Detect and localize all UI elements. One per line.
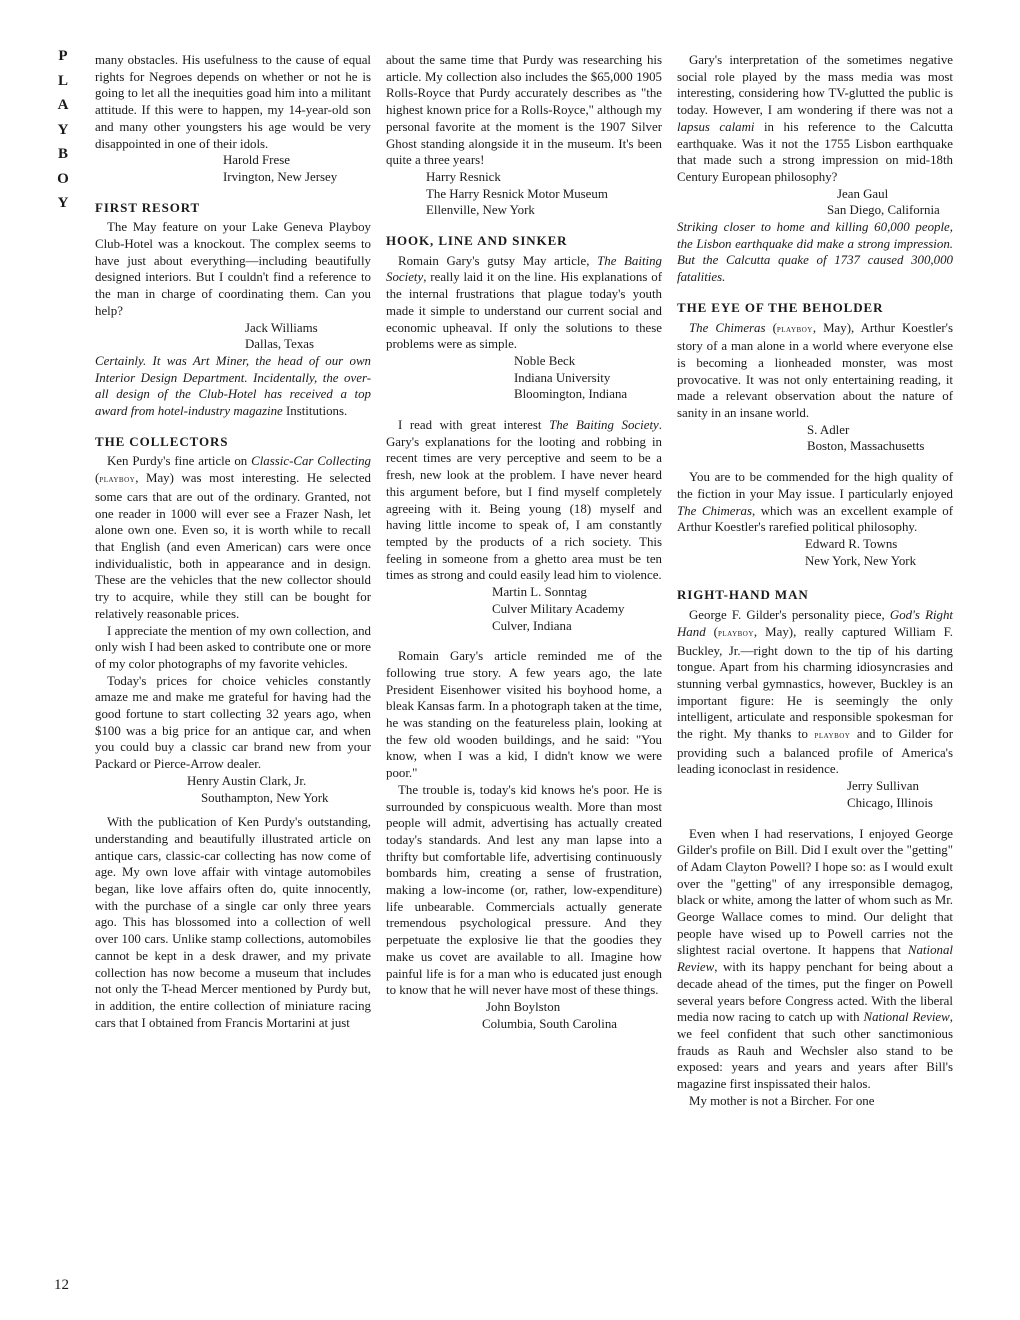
- section-heading: THE EYE OF THE BEHOLDER: [677, 299, 884, 315]
- masthead-letter: A: [57, 97, 69, 113]
- signature-place: Southampton, New York: [201, 790, 329, 805]
- article-title: The Chimeras: [677, 503, 752, 518]
- masthead-letter: L: [57, 72, 68, 89]
- letter-text: [386, 253, 662, 353]
- article-title: The Baiting Society: [549, 418, 659, 433]
- magazine-name: playboy: [99, 474, 136, 486]
- article-title: Classic-Car Collecting: [251, 454, 371, 469]
- signature: [677, 422, 953, 455]
- signature-org: The Harry Resnick Motor Museum: [426, 186, 608, 201]
- signature-place: Dallas, Texas: [245, 337, 315, 352]
- signature-place: Culver, Indiana: [492, 618, 572, 633]
- letter-text: Ken Purdy's fine article on Classic-Car Collecting (playboy, May) was most interesting. He selected some cars that are out of the ordinary. Granted, not one reader in 1000 will ever see a Frazer Nash, let alone own one. Even so, it is worth while to recall that English (and even American) cars were once individualistic, both in appearance and in design. These are the vehicles that the new collector should try to acquire, while they still can be bought for relatively reasonable prices.: [95, 454, 371, 621]
- signature-place: Chicago, Illinois: [847, 795, 933, 810]
- signature: [95, 152, 371, 185]
- letter-text: The Chimeras (playboy, May), Arthur Koestler's story of a man alone in a world where everyone else is becoming a lionheaded monster, was most provocative. It was not only entertaining reading, it made a relevant observation about the nature of sanity in an insane world.: [677, 320, 954, 421]
- text-run: , May) was most interesting. He selected some cars that are out of the ordinary. Granted, not one reader in 1000 will ever see a Frazer Nash, let alone own one. Even so, it is worth while to recall that English (and even American) cars were once individualistic, both in appearance and in design. These are the vehicles that the new collector should try to acquire, while they still can be bought for relatively reasonable prices.: [95, 471, 371, 621]
- text-run: Ken Purdy's fine article on: [107, 454, 252, 469]
- letter-text: about the same time that Purdy was researching his article. My collection also includes the $65,000 1905 Rolls-Royce that Purdy accurately describes as "the highest known price for a Rolls-Royce," although my personal favorite at the moment is the 1907 Silver Ghost standing alongside it in the museum. It's been quite a three years!: [386, 53, 662, 168]
- signature: [386, 169, 662, 219]
- letter-text: [677, 469, 953, 536]
- column-1: [95, 52, 371, 1031]
- article-title: The Chimeras: [689, 320, 766, 335]
- masthead-letter: B: [57, 146, 68, 162]
- editor-reply-roman: Institutions.: [282, 404, 348, 419]
- letter-text: The May feature on your Lake Geneva Playboy Club-Hotel was a knockout. The complex seems to have just about everything—including beautifully designed interiors. But I couldn't find a reference to the man in charge of coordinating them. Can you help?: [95, 220, 371, 318]
- letter-text: Today's prices for choice vehicles constantly amaze me and make me grateful for having had the good fortune to start collecting 32 years ago, when $100 was a big price for an antique car, and when you could buy a classic car brand new from your Packard or Pierce-Arrow dealer.: [95, 673, 371, 772]
- signature: [677, 778, 953, 811]
- signature-place: Columbia, South Carolina: [482, 1016, 617, 1031]
- column-2: [386, 52, 662, 1032]
- letter-text: Romain Gary's article reminded me of the following true story. A few years ago, the late President Eisenhower visited his boyhood home, a bleak Kansas farm. In a photograph taken at the time, he was standing on the featureless plain, looking at the few old wooden buildings, and he said: "You know, when I was a kid, I didn't know we were poor.": [386, 649, 662, 781]
- signature-place: Irvington, New Jersey: [223, 169, 338, 184]
- signature: [95, 320, 371, 353]
- signature-name: Henry Austin Clark, Jr.: [187, 773, 307, 788]
- magazine-name: playboy: [776, 323, 813, 335]
- letter-text: The trouble is, today's kid knows he's poor. He is surrounded by conspicuous wealth. More than most people will admit, advertising has actually created today's standards. And lest any man lapse into a thrifty but comfortable life, advertising continuously bombards him, creating a sense of frustration, making a low-income (or, rather, low-expenditure) life unbearable. Commercials actually generate tremendous psychological pressure. And they perpetuate the explosive lie that the goodies they make us covet are available to all. Imagine how painful life is for a man who is educated just enough to know that he will never have most of these things.: [386, 782, 662, 998]
- magazine-name: playboy: [814, 730, 851, 742]
- masthead-letter: P: [58, 48, 68, 64]
- signature-org: Indiana University: [514, 370, 611, 385]
- magazine-name: playboy: [717, 627, 754, 639]
- masthead-letter: O: [57, 170, 69, 187]
- text-run: , May), really captured William F. Buckley, Jr.—right down to the tip of his darting tongue. Apart from his charming idiosyncrasies and stunning verbal gymnastics, however, Buckley is an important figure: He is seemingly the only intelligent, articulate and responsible spokesman for the right. My thanks to: [677, 624, 953, 742]
- text-run: , which was an excellent example of Arthur Koestler's rarefied political philosophy.: [677, 503, 953, 535]
- signature: [677, 186, 953, 219]
- signature-place: Boston, Massachusetts: [807, 439, 925, 454]
- signature-name: Harry Resnick: [426, 169, 501, 184]
- section-heading: THE COLLECTORS: [95, 433, 229, 449]
- signature: [386, 999, 662, 1032]
- text-run: in his reference to the Calcutta earthquake. Was it not the 1755 Lisbon earthquake that made such a strong impression on mid-18th Century European philosophy?: [677, 119, 953, 184]
- signature-name: Jack Williams: [245, 320, 318, 335]
- section-heading: HOOK, LINE AND SINKER: [386, 233, 568, 249]
- signature-name: Jerry Sullivan: [847, 779, 919, 794]
- signature: [677, 536, 953, 569]
- editor-reply: [95, 353, 371, 420]
- signature-place: San Diego, California: [827, 203, 940, 218]
- text-run: , we feel confident that such other sanctimonious frauds as Rauh and Wechsler also stand to be exposed: years and years and years after Bill's magazine first inspissated their halos.: [677, 1010, 953, 1092]
- text-run: , with its happy penchant for being about a decade ahead of the times, put the finger on Powell several years before Congress acted. With the liberal media now racing to catch up with: [677, 960, 953, 1025]
- text-run: , May), Arthur Koestler's story of a man alone in a world where everyone else is becoming a lionheaded monster, was most provocative. It was not only entertaining reading, it made a relevant observation about the nature of sanity in an insane world.: [677, 320, 954, 421]
- text-run: Romain Gary's gutsy May article,: [398, 253, 598, 268]
- publication-title: National Review: [863, 1010, 950, 1025]
- signature: [386, 584, 662, 634]
- signature-place: New York, New York: [805, 553, 917, 568]
- letter-text: [677, 826, 953, 1093]
- text-run: , really laid it on the line. His explanations of the internal frustrations that plague today's youth made it simple to understand our current social and economic upheaval. If only the solutions to these problems were as simple.: [386, 270, 662, 352]
- text-run: I read with great interest: [398, 418, 550, 433]
- masthead-vertical: [52, 44, 74, 216]
- letter-text: George F. Gilder's personality piece, God's Right Hand (playboy, May), really captured William F. Buckley, Jr.—right down to the tip of his darting tongue. Apart from his charming idiosyncrasies and stunning verbal gymnastics, however, Buckley is an important figure: He is seemingly the only intelligent, articulate and responsible spokesman for the right. My thanks to playboy and to Gilder for providing such a balanced profile of America's leading iconoclast in residence.: [677, 608, 954, 777]
- letter-text: [677, 52, 953, 186]
- signature: [95, 773, 371, 806]
- letter-text: many obstacles. His usefulness to the cause of equal rights for Negroes depends on whether or not he is going to let all the inequities goad him into a militant attitude. If this were to happen, my 14-year-old son and many other youngsters his age would be very disappointed in one of their idols.: [95, 53, 371, 151]
- signature-place: Bloomington, Indiana: [514, 387, 628, 402]
- signature-name: S. Adler: [807, 422, 850, 437]
- article-title: The Baiting Society: [386, 253, 662, 285]
- text-run: Gary's interpretation of the sometimes negative social role played by the mass media was most interesting, considering how TV-glutted the public is today. However, I am wondering if there was not a: [677, 53, 953, 118]
- signature-name: Noble Beck: [514, 353, 576, 368]
- latin-phrase: lapsus calami: [677, 119, 755, 134]
- text-run: George F. Gilder's personality piece,: [689, 608, 890, 623]
- text-run: and to Gilder for providing such a balanced profile of America's leading iconoclast in residence.: [677, 727, 953, 777]
- letter-text: I appreciate the mention of my own collection, and only wish I had been asked to contribute one or more of my color photographs of my favorite vehicles.: [95, 623, 371, 671]
- letter-text: My mother is not a Bircher. For one: [689, 1093, 875, 1108]
- masthead-letter: Y: [57, 195, 69, 211]
- signature-name: Jean Gaul: [837, 186, 889, 201]
- editor-reply: Striking closer to home and killing 60,000 people, the Lisbon earthquake did make a strong impression. But the Calcutta quake of 1737 caused 300,000 fatalities.: [677, 220, 953, 285]
- masthead-letter: Y: [57, 121, 69, 138]
- letter-text: [386, 417, 662, 584]
- page-number: 12: [54, 1277, 69, 1293]
- signature-name: Martin L. Sonntag: [492, 585, 587, 600]
- article-title: God's Right Hand: [677, 608, 954, 639]
- section-heading: FIRST RESORT: [95, 199, 201, 215]
- text-run: Even when I had reservations, I enjoyed George Gilder's profile on Bill. Did I exult over the "getting" of Adam Clayton Powell? I hope so: as I would exult over the "getting" of any irresponsible demagog, black or white, among the latter of whom such as Mr. George Wallace comes to mind. Our delight that people have wised up to Powell carries not the slightest racial overtone. It happens that: [677, 826, 953, 958]
- signature-name: Edward R. Towns: [805, 536, 898, 551]
- text-run: You are to be commended for the high quality of the fiction in your May issue. I particularly enjoyed: [677, 470, 953, 501]
- text-run: . Gary's explanations for the looting and robbing in recent times are very perceptive and seem to be a fresh, new look at the problem. I have never heard this argument before, but I find myself completely agreeing with it. Being young (18) myself and having little income to speak of, I am constantly tempted by the products of a rich society. This feeling in someone from a ghetto area must be ten times as strong and could easily lead him to violence.: [386, 418, 662, 583]
- column-3: [677, 52, 953, 1109]
- letter-text: With the publication of Ken Purdy's outstanding, understanding and beautifully illustrated article on antique cars, classic-car collecting has now come of age. My own love affair with vintage automobiles began, like love affairs often do, quite innocently, with the purchase of a single car only three years ago. This has blossomed into a collection of well over 100 cars. Unlike stamp collections, automobiles cannot be kept in a desk drawer, and my private collection has now become a museum that includes not only the T-head Mercer mentioned by Purdy but, in addition, the entire collection of miniature racing cars that I obtained from Francis Mortarini at just: [95, 815, 371, 1030]
- publication-title: National Review: [677, 943, 953, 975]
- signature-name: Harold Frese: [223, 153, 290, 168]
- signature-name: John Boylston: [486, 999, 561, 1014]
- signature-org: Culver Military Academy: [492, 601, 625, 616]
- section-heading: RIGHT-HAND MAN: [677, 587, 809, 603]
- editor-reply-italic: Certainly. It was Art Miner, the head of our own Interior Design Department. Incidentally, the over-all design of the Club-Hotel has received a top award from hotel-industry magazine: [95, 353, 371, 419]
- signature: [386, 353, 662, 403]
- signature-place: Ellenville, New York: [426, 203, 535, 218]
